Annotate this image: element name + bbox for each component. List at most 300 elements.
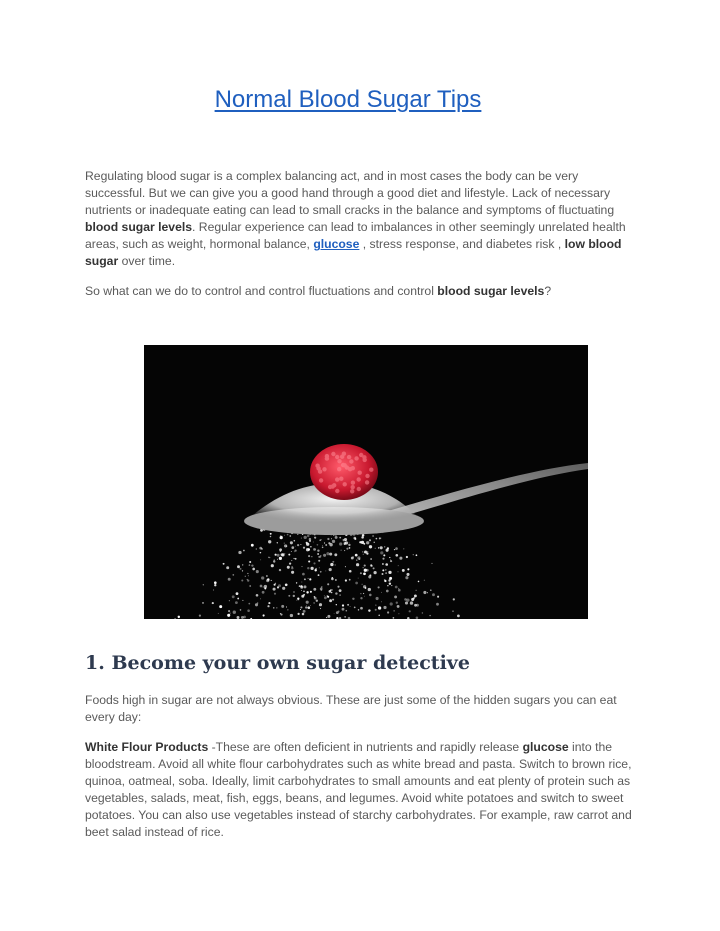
sugar-particle [339,589,342,592]
sugar-particle [260,598,261,599]
sugar-particle [336,604,337,605]
sugar-particle [332,540,335,543]
sugar-particle [306,591,308,593]
sugar-particle [363,585,366,588]
sugar-particle [376,597,379,600]
sugar-particle [301,590,302,591]
sugar-particle [304,585,307,588]
sugar-particle [409,610,411,612]
sugar-particle [245,576,246,577]
sugar-particle [330,563,333,566]
sugar-particle [248,575,249,576]
sugar-particle [344,550,345,551]
sugar-particle [398,565,399,566]
sugar-particle [242,570,243,571]
sugar-particle [213,589,214,590]
sugar-particle [310,546,311,547]
sugar-particle [387,585,388,586]
sugar-particle [301,595,304,598]
sugar-particle [334,613,335,614]
sugar-particle [382,573,384,575]
sugar-particle [382,569,384,571]
sugar-particle [330,589,332,591]
sugar-particle [313,542,314,543]
sugar-particle [350,606,351,607]
sugar-particle [271,564,274,567]
sugar-particle [380,551,383,554]
sugar-particle [307,567,309,569]
question-text-1: So what can we do to control and control fluctuations and control [85,284,438,298]
sugar-particle [314,569,316,571]
sugar-particle [360,593,361,594]
raspberry-drupelet [337,459,341,463]
sugar-particle [248,603,250,605]
sugar-particle [388,579,390,581]
sugar-particle [385,563,388,566]
sugar-particle [274,559,275,560]
sugar-particle [223,563,225,565]
sugar-particle [405,601,408,604]
sugar-particle [238,551,241,554]
sugar-particle [416,590,417,591]
sugar-particle [294,551,295,552]
sugar-particle [363,567,364,568]
sugar-particle [405,576,408,579]
sugar-particle [317,553,319,555]
sugar-particle [287,609,288,610]
intro-text-4: over time. [118,254,176,268]
raspberry-drupelet [339,477,343,481]
sugar-particle [306,601,309,604]
raspberry-drupelet [351,481,355,485]
sugar-particle [378,606,381,609]
raspberry-drupelet [343,482,347,486]
sugar-particle [281,605,284,608]
sugar-particle [310,591,312,593]
sugar-particle [293,595,295,597]
sugar-particle [243,616,246,619]
sugar-particle [251,544,254,547]
sugar-particle [332,599,334,601]
sugar-particle [260,559,261,560]
sugar-particle [352,598,354,600]
sugar-particle [237,616,240,619]
sugar-particle [308,560,310,562]
sugar-particle [364,565,366,567]
glucose-link[interactable]: glucose [313,237,360,251]
sugar-particle [300,585,302,587]
raspberry-drupelet [362,455,366,459]
sugar-particle [325,544,327,546]
sugar-particle [306,605,307,606]
sugar-particle [323,554,326,557]
sugar-particle [341,550,342,551]
sugar-particle [267,605,269,607]
sugar-particle [339,594,340,595]
sugar-particle [324,595,325,596]
sugar-particle [247,573,248,574]
sugar-particle [344,542,347,545]
sugar-particle [331,538,332,539]
sugar-particle [242,600,243,601]
sugar-particle [277,559,278,560]
sugar-particle [390,602,393,605]
sugar-particle [406,573,409,576]
raspberry-drupelet [342,452,346,456]
sugar-particle [389,557,390,558]
sugar-particle [384,579,386,581]
sugar-particle [284,553,285,554]
sugar-particle [429,615,430,616]
sugar-particle [326,552,329,555]
sugar-particle [263,614,265,616]
sugar-particle [279,569,281,571]
sugar-particle [299,585,301,587]
sugar-particle [411,598,414,601]
sugar-particle [424,580,425,581]
sugar-particle [344,616,345,617]
sugar-particle [383,606,386,609]
sugar-particle [263,587,264,588]
sugar-particle [346,548,348,550]
sugar-spoon-photo [144,345,588,619]
sugar-particle [361,536,364,539]
sugar-particle [356,563,359,566]
sugar-particle [374,542,375,543]
sugar-particle [290,541,293,544]
sugar-particle [274,584,276,586]
sugar-particle [219,605,222,608]
raspberry-drupelet [365,480,369,484]
sugar-particle [318,560,320,562]
sugar-particle [382,563,384,565]
sugar-particle [354,538,356,540]
sugar-particle [313,548,316,551]
sugar-particle [369,574,371,576]
sugar-particle [393,617,395,619]
sugar-particle [322,545,323,546]
sugar-particle [306,542,308,544]
sugar-particle [214,581,217,584]
intro-paragraph [85,168,635,270]
sugar-particle [288,595,290,597]
raspberry-drupelet [341,463,345,467]
sugar-particle [236,592,239,595]
sugar-particle [332,561,334,563]
sugar-particle [270,533,272,535]
sugar-particle [282,587,285,590]
sugar-particle [386,590,389,593]
sugar-particle [398,589,401,592]
sugar-particle [309,540,311,542]
section-heading: 1. Become your own sugar detective [85,652,470,674]
sugar-particle [289,562,291,564]
sugar-particle [327,538,329,540]
sugar-particle [294,549,296,551]
sugar-particle [335,579,337,581]
sugar-particle [375,548,376,549]
sugar-particle [321,586,322,587]
sugar-particle [398,588,399,589]
sugar-particle [394,610,395,611]
sugar-particle [327,596,329,598]
sugar-particle [371,565,373,567]
sugar-particle [345,566,346,567]
sugar-particle [291,551,292,552]
sugar-particle [324,596,327,599]
sugar-particle [304,536,307,539]
raspberry-drupelet [331,452,335,456]
raspberry-drupelet [335,489,339,493]
sugar-particle [356,559,357,560]
sugar-particle [256,594,259,597]
sugar-particle [329,568,332,571]
sugar-particle [264,587,266,589]
sugar-particle [430,589,432,591]
raspberry-drupelet [365,474,369,478]
sugar-particle [389,582,391,584]
sugar-particle [294,540,296,542]
sugar-particle [372,535,374,537]
sugar-particle [361,541,364,544]
sugar-particle [376,538,378,540]
sugar-particle [319,567,320,568]
sugar-particle [266,575,268,577]
sugar-particle [413,554,414,555]
sugar-particle [274,593,276,595]
sugar-particle [383,554,385,556]
raspberry-drupelet [330,484,334,488]
sugar-particle [227,614,230,617]
sugar-particle [297,534,298,535]
sugar-particle [232,595,235,598]
section-intro-paragraph: Foods high in sugar are not always obvious. These are just some of the hidden sugars you can eat every day: [85,693,617,724]
sugar-particle [346,610,348,612]
sugar-particle [295,546,296,547]
sugar-particle [362,534,365,537]
sugar-particle [270,536,272,538]
sugar-particle [370,558,372,560]
question-paragraph [85,283,635,300]
sugar-particle [317,549,319,551]
sugar-particle [296,582,297,583]
sugar-particle [355,582,358,585]
sugar-particle [422,612,423,613]
sugar-particle [313,562,315,564]
sugar-particle [335,536,338,539]
sugar-particle [354,607,356,609]
sugar-particle [406,598,409,601]
raspberry-drupelet [357,487,361,491]
sugar-particle [418,581,420,583]
sugar-particle [407,568,409,570]
sugar-particle [416,554,418,556]
sugar-particle [300,606,302,608]
sugar-particle [280,553,282,555]
sugar-particle [348,544,350,546]
sugar-particle [414,594,417,597]
sugar-particle [432,593,435,596]
sugar-particle [286,606,287,607]
sugar-particle [410,601,413,604]
sugar-particle [290,614,293,617]
sugar-particle [218,613,219,614]
sugar-particle [275,583,276,584]
sugar-particle [391,585,392,586]
sugar-particle [374,571,377,574]
raspberry-icon [310,444,378,500]
sugar-particle [355,554,358,557]
sugar-particle [307,606,310,609]
sugar-particle [387,547,389,549]
sugar-particle [297,598,299,600]
sugar-particle [395,547,398,550]
sugar-particle [284,535,285,536]
sugar-particle [358,609,359,610]
sugar-particle [395,586,398,589]
sugar-particle [279,557,282,560]
sugar-particle [284,543,285,544]
sugar-particle [336,611,339,614]
sugar-particle [395,554,398,557]
sugar-particle [249,585,251,587]
sugar-particle [368,588,371,591]
sugar-particle [289,535,291,537]
sugar-particle [437,596,439,598]
sugar-particle [287,566,290,569]
sugar-particle [319,603,322,606]
sugar-particle [381,601,382,602]
sugar-particle [277,542,278,543]
sugar-particle [293,591,295,593]
sugar-particle [329,553,332,556]
sugar-particle [381,592,382,593]
white-flour-text-2: into the bloodstream. Avoid all white flour carbohydrates such as white bread and pasta. Switch to brown rice, quinoa, oatmeal, soba. Ideally, limit carbohydrates to small amounts and eat plenty of protein such as vegetables, salads, meat, fish, eggs, beans, and legumes. Avoid white potatoes and switch to sweet potatoes. You can also use vegetables instead of starchy carbohydrates. For example, raw carrot and beet salad instead of rice. [85,740,632,839]
sugar-particle [230,613,231,614]
sugar-particle [241,579,243,581]
sugar-particle [268,557,269,558]
sugar-particle [303,547,305,549]
intro-bold-low-blood-sugar: low blood sugar [85,237,622,268]
sugar-particle [261,548,263,550]
sugar-particle [256,570,259,573]
sugar-particle [325,570,326,571]
sugar-particle [261,576,264,579]
sugar-particle [327,583,329,585]
sugar-particle [331,592,332,593]
sugar-particle [322,547,324,549]
sugar-particle [268,602,270,604]
sugar-particle [316,600,318,602]
sugar-particle [380,546,383,549]
raspberry-drupelet [316,466,320,470]
sugar-particle [387,611,389,613]
sugar-particle [390,560,392,562]
sugar-particle [291,546,294,549]
sugar-particle [416,617,419,620]
sugar-particle [364,551,367,554]
question-bold: blood sugar levels [437,284,545,298]
sugar-particle [301,581,302,582]
sugar-particle [285,583,288,586]
sugar-particle [303,591,305,593]
sugar-particle [345,540,346,541]
sugar-particle [291,566,292,567]
sugar-particle [337,586,339,588]
sugar-particle [279,548,282,551]
sugar-particle [301,566,302,567]
sugar-particle [384,546,385,547]
sugar-particle [334,564,335,565]
sugar-particle [247,579,249,581]
sugar-particle [288,554,290,556]
sugar-particle [212,602,214,604]
sugar-particle [257,602,259,604]
sugar-particle [313,602,314,603]
intro-bold-blood-sugar-levels: blood sugar levels [85,220,193,234]
sugar-particle [436,603,439,606]
raspberry-drupelet [369,468,373,472]
sugar-particle [319,539,321,541]
sugar-particle [277,554,280,557]
sugar-particle [360,597,362,599]
intro-text-3: , stress response, and diabetes risk , [359,237,565,251]
page-title-link[interactable]: Normal Blood Sugar Tips [214,86,482,113]
sugar-particle [406,556,408,558]
sugar-particle [402,569,405,572]
sugar-particle [300,609,301,610]
sugar-particle [339,537,341,539]
sugar-particle [344,541,345,542]
sugar-particle [240,609,242,611]
raspberry-drupelet [358,471,362,475]
sugar-particle [273,607,274,608]
sugar-particle [320,571,322,573]
sugar-particle [397,571,398,572]
sugar-particle [237,598,239,600]
sugar-particle [349,579,351,581]
sugar-particle [203,584,204,585]
sugar-particle [252,568,255,571]
sugar-particle [403,548,404,549]
sugar-particle [357,556,360,559]
sugar-particle [260,552,262,554]
sugar-particle [235,601,238,604]
sugar-particle [329,599,332,602]
sugar-particle [228,610,230,612]
raspberry-drupelet [325,456,329,460]
sugar-particle [427,592,428,593]
sugar-particle [310,567,313,570]
sugar-particle [229,600,230,601]
sugar-particle [308,555,310,557]
sugar-particle [242,564,243,565]
sugar-spoon-illustration [144,345,588,619]
sugar-particle [280,535,281,536]
raspberry-drupelet [351,485,355,489]
raspberry-drupelet [347,455,351,459]
sugar-particle [324,542,325,543]
raspberry-drupelet [345,465,349,469]
sugar-particle [394,549,395,550]
sugar-particle [309,578,311,580]
sugar-particle [298,600,299,601]
sugar-particle [352,556,354,558]
sugar-particle [291,571,294,574]
sugar-particle [398,613,399,614]
white-flour-bold-glucose: glucose [522,740,569,754]
sugar-particle [378,614,380,616]
